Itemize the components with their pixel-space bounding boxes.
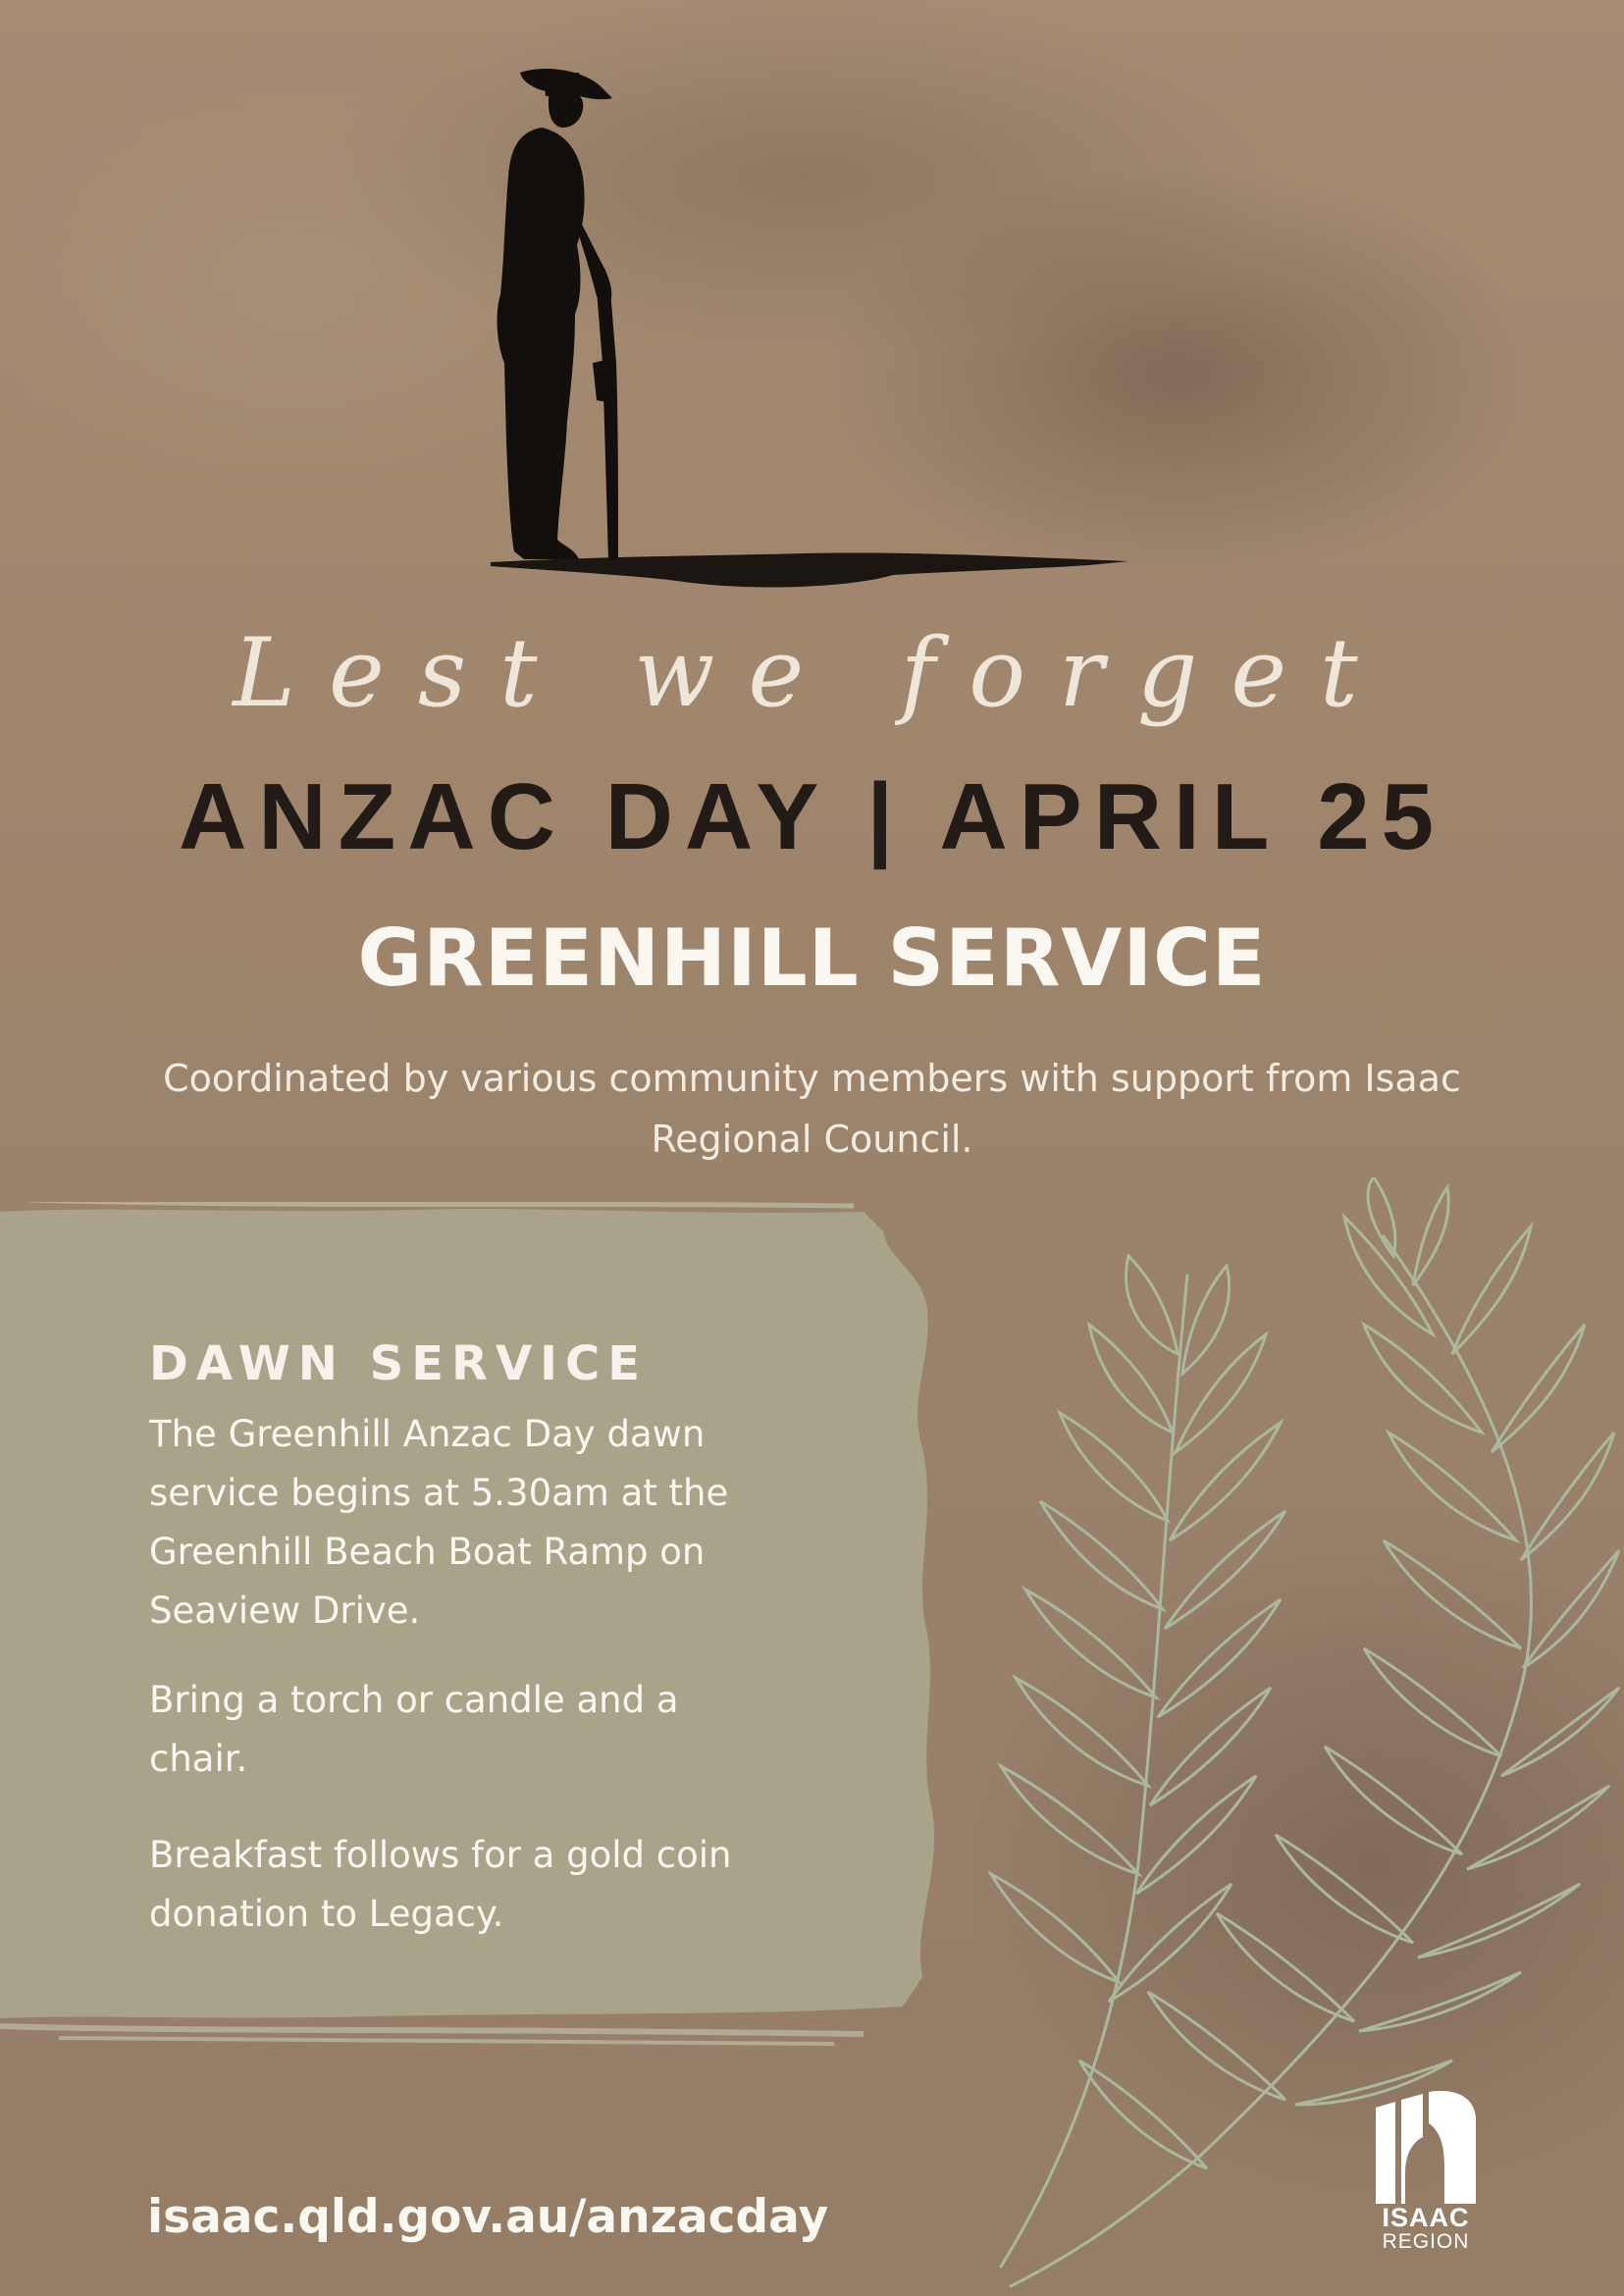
logo-subtitle: REGION	[1382, 2230, 1470, 2253]
isaac-region-logo-icon	[1372, 2088, 1480, 2204]
dawn-service-text-1	[149, 1405, 777, 1641]
paragraph: Bring a torch or candle and a chair.	[149, 1679, 679, 1780]
headline: ANZAC DAY | APRIL 25	[178, 764, 1446, 869]
dawn-service-heading: DAWN SERVICE	[149, 1336, 649, 1391]
soldier-silhouette-icon	[481, 69, 1148, 618]
paragraph: Breakfast follows for a gold coin donation to Legacy.	[149, 1834, 732, 1935]
service-title: GREENHILL SERVICE	[357, 913, 1267, 1004]
rosemary-sprig-illustration	[971, 1177, 1624, 2296]
dawn-service-text-2	[149, 1671, 777, 1789]
coordinator-note: Coordinated by various community members with support from Isaac Regional Council.	[163, 1057, 1461, 1161]
paragraph: The Greenhill Anzac Day dawn service begins at 5.30am at the Greenhill Beach Boat Ramp on Seaview Drive.	[149, 1413, 729, 1632]
website-link[interactable]: isaac.qld.gov.au/anzacday	[147, 2190, 829, 2244]
logo-name: ISAAC	[1382, 2203, 1470, 2232]
isaac-region-logo	[1372, 2088, 1480, 2255]
dawn-service-text-3	[149, 1826, 777, 1944]
script-title: Lest we forget	[233, 618, 1391, 728]
